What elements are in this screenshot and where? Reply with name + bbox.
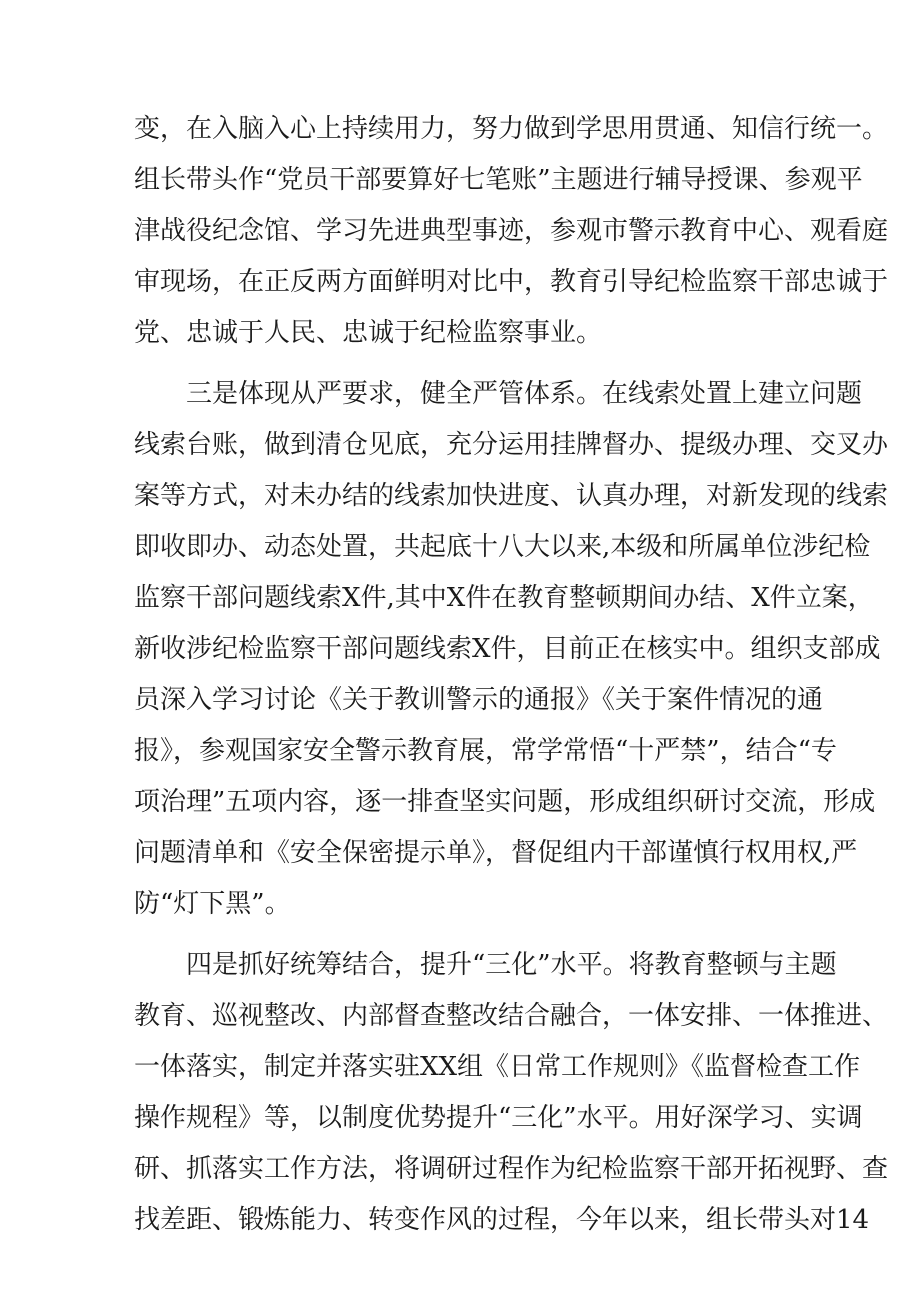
paragraph-line: 教育、巡视整改、内部督查整改结合融合，一体安排、一体推进、 [134,1001,889,1031]
paragraph-line: 线索台账，做到清仓见底，充分运用挂牌督办、提级办理、交叉办 [134,430,889,460]
paragraph-line: 找差距、锻炼能力、转变作风的过程，今年以来，组长带头对14 [134,1205,870,1235]
paragraph-line: 一体落实，制定并落实驻XX组《日常工作规则》《监督检查工作 [134,1052,861,1082]
paragraph-line: 报》，参观国家安全警示教育展，常学常悟“十严禁”，结合“专 [134,736,837,766]
paragraph-line: 研、抓落实工作方法，将调研过程作为纪检监察干部开拓视野、查 [134,1154,889,1184]
paragraph-line: 员深入学习讨论《关于教训警示的通报》《关于案件情况的通 [134,685,824,715]
paragraph-line: 组长带头作“党员干部要算好七笔账”主题进行辅导授课、参观平 [134,165,863,195]
paragraph-line: 变，在入脑入心上持续用力，努力做到学思用贯通、知信行统一。 [134,114,889,144]
paragraph-line: 问题清单和《安全保密提示单》，督促组内干部谨慎行权用权,严 [134,838,858,868]
paragraph-line: 新收涉纪检监察干部问题线索X件，目前正在核实中。组织支部成 [134,634,881,664]
paragraph-line: 案等方式，对未办结的线索加快进度、认真办理，对新发现的线索 [134,481,889,511]
paragraph-line: 即收即办、动态处置，共起底十八大以来,本级和所属单位涉纪检 [134,532,871,562]
paragraph-line: 津战役纪念馆、学习先进典型事迹，参观市警示教育中心、观看庭 [134,216,889,246]
paragraph-line: 防“灯下黑”。 [134,889,291,919]
paragraph-first-line: 四是抓好统筹结合，提升“三化”水平。将教育整顿与主题 [186,950,837,980]
paragraph-line: 审现场，在正反两方面鲜明对比中，教育引导纪检监察干部忠诚于 [134,267,889,297]
paragraph-line: 监察干部问题线索X件,其中X件在教育整顿期间办结、X件立案， [134,583,874,613]
paragraph-line: 党、忠诚于人民、忠诚于纪检监察事业。 [134,318,603,348]
paragraph-first-line: 三是体现从严要求，健全严管体系。在线索处置上建立问题 [186,379,863,409]
paragraph-line: 操作规程》等，以制度优势提升“三化”水平。用好深学习、实调 [134,1103,863,1133]
paragraph-line: 项治理”五项内容，逐一排查坚实问题，形成组织研讨交流，形成 [134,787,876,817]
